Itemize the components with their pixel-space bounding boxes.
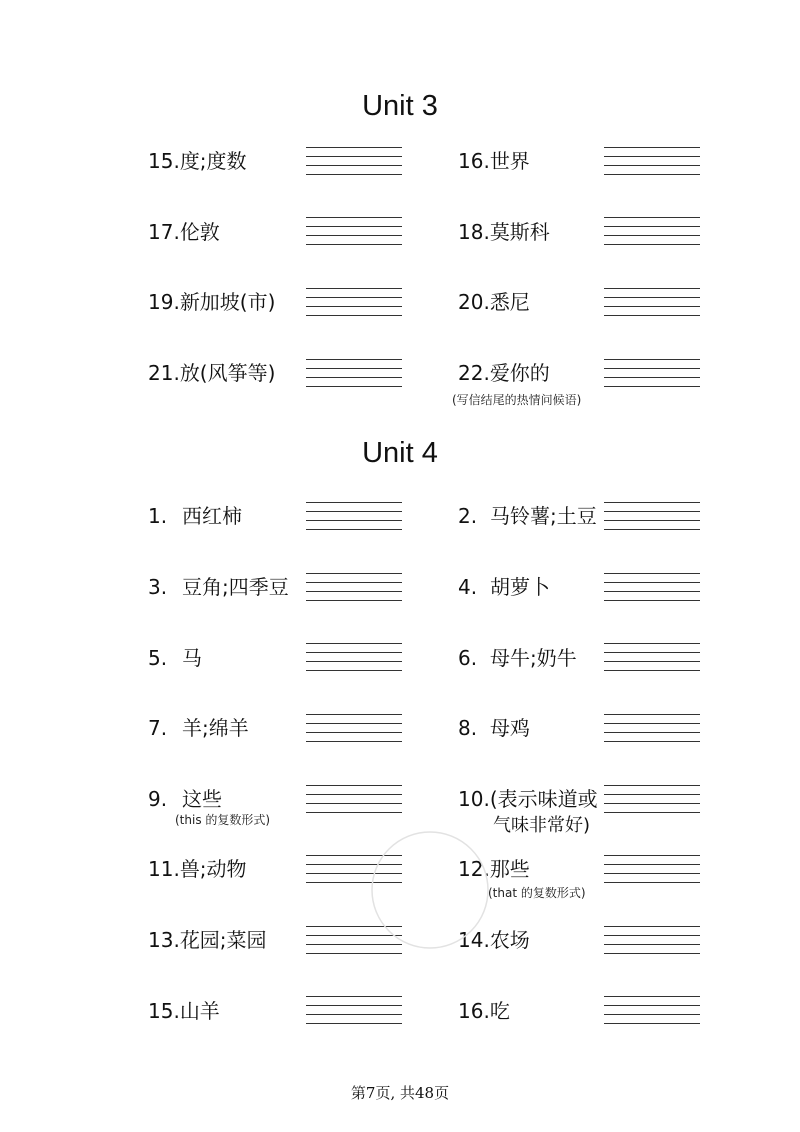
answer-lines[interactable] — [306, 288, 402, 318]
vocab-item — [148, 787, 222, 811]
item-number: 16. — [458, 999, 490, 1023]
item-number: 13. — [148, 928, 180, 952]
answer-lines[interactable] — [604, 573, 700, 603]
item-number: 15. — [148, 999, 180, 1023]
item-note: (写信结尾的热情问候语) — [452, 393, 582, 407]
vocab-item — [148, 504, 242, 528]
answer-lines[interactable] — [604, 926, 700, 956]
item-term: 那些 — [489, 857, 530, 881]
unit3-title: Unit 3 — [362, 90, 438, 122]
answer-lines[interactable] — [306, 217, 402, 247]
item-term: 羊;绵羊 — [182, 716, 249, 740]
item-number: 9. — [148, 787, 168, 811]
item-number: 21. — [148, 361, 180, 385]
vocab-item — [148, 290, 275, 314]
item-term: 吃 — [489, 999, 510, 1023]
item-term: 母牛;奶牛 — [490, 646, 577, 670]
item-term: 豆角;四季豆 — [182, 575, 289, 599]
vocab-item — [148, 928, 267, 952]
answer-lines[interactable] — [306, 855, 402, 885]
item-number: 11. — [148, 857, 180, 881]
vocab-item — [148, 575, 289, 599]
item-term: 爱你的 — [489, 361, 550, 385]
item-number: 15. — [148, 149, 180, 173]
vocab-item — [148, 999, 220, 1023]
answer-lines[interactable] — [604, 217, 700, 247]
item-number: 22. — [458, 361, 490, 385]
vocab-item — [458, 928, 530, 952]
answer-lines[interactable] — [306, 643, 402, 673]
vocab-item — [458, 857, 530, 881]
vocab-item — [458, 504, 597, 528]
item-term-continued: 气味非常好) — [493, 815, 591, 836]
item-number: 12. — [458, 857, 490, 881]
item-term: 度;度数 — [179, 149, 247, 173]
answer-lines[interactable] — [604, 855, 700, 885]
item-term: 世界 — [489, 149, 530, 173]
vocab-item — [458, 787, 598, 811]
item-term: 伦敦 — [179, 220, 220, 244]
answer-lines[interactable] — [306, 996, 402, 1026]
item-term: 放(风筝等) — [179, 361, 276, 385]
answer-lines[interactable] — [306, 359, 402, 389]
item-term: 悉尼 — [489, 290, 530, 314]
item-term: 山羊 — [179, 999, 220, 1023]
item-number: 14. — [458, 928, 490, 952]
vocab-item — [458, 149, 530, 173]
item-term: 花园;菜园 — [179, 928, 267, 952]
item-number: 1. — [148, 504, 168, 528]
answer-lines[interactable] — [604, 359, 700, 389]
item-number: 2. — [458, 504, 478, 528]
item-term: 胡萝卜 — [490, 575, 550, 599]
answer-lines[interactable] — [604, 147, 700, 177]
answer-lines[interactable] — [306, 502, 402, 532]
vocab-item — [148, 149, 247, 173]
answer-lines[interactable] — [306, 573, 402, 603]
vocab-item — [458, 999, 510, 1023]
item-term: (表示味道或 — [489, 787, 598, 811]
answer-lines[interactable] — [604, 288, 700, 318]
answer-lines[interactable] — [604, 996, 700, 1026]
vocab-item — [458, 646, 577, 670]
item-term: 农场 — [489, 928, 530, 952]
item-number: 19. — [148, 290, 180, 314]
item-term: 母鸡 — [490, 716, 530, 740]
item-note: (that 的复数形式) — [488, 886, 586, 900]
answer-lines[interactable] — [306, 147, 402, 177]
item-term: 这些 — [182, 787, 222, 811]
item-number: 10. — [458, 787, 490, 811]
vocab-item — [458, 220, 550, 244]
vocab-item — [148, 857, 247, 881]
item-number: 16. — [458, 149, 490, 173]
item-term: 马铃薯;土豆 — [490, 504, 597, 528]
item-number: 3. — [148, 575, 168, 599]
page-footer: 第7页, 共48页 — [350, 1084, 450, 1102]
answer-lines[interactable] — [306, 714, 402, 744]
answer-lines[interactable] — [604, 714, 700, 744]
item-number: 5. — [148, 646, 168, 670]
item-note: (this 的复数形式) — [175, 813, 271, 827]
vocab-item — [148, 646, 202, 670]
vocab-item — [458, 716, 530, 740]
item-term: 马 — [182, 646, 202, 670]
answer-lines[interactable] — [604, 502, 700, 532]
vocab-item — [458, 575, 550, 599]
item-number: 17. — [148, 220, 180, 244]
item-number: 18. — [458, 220, 490, 244]
vocab-item — [148, 716, 249, 740]
item-number: 8. — [458, 716, 478, 740]
item-term: 新加坡(市) — [179, 290, 276, 314]
item-number: 6. — [458, 646, 478, 670]
answer-lines[interactable] — [306, 926, 402, 956]
vocab-item — [458, 290, 530, 314]
item-term: 兽;动物 — [179, 857, 247, 881]
answer-lines[interactable] — [604, 643, 700, 673]
item-number: 7. — [148, 716, 168, 740]
answer-lines[interactable] — [604, 785, 700, 815]
vocab-item — [458, 361, 550, 385]
vocab-item — [148, 220, 220, 244]
unit4-title: Unit 4 — [362, 437, 438, 469]
vocab-item — [148, 361, 275, 385]
answer-lines[interactable] — [306, 785, 402, 815]
item-number: 20. — [458, 290, 490, 314]
item-term: 莫斯科 — [489, 220, 550, 244]
item-term: 西红柿 — [182, 504, 242, 528]
item-number: 4. — [458, 575, 478, 599]
